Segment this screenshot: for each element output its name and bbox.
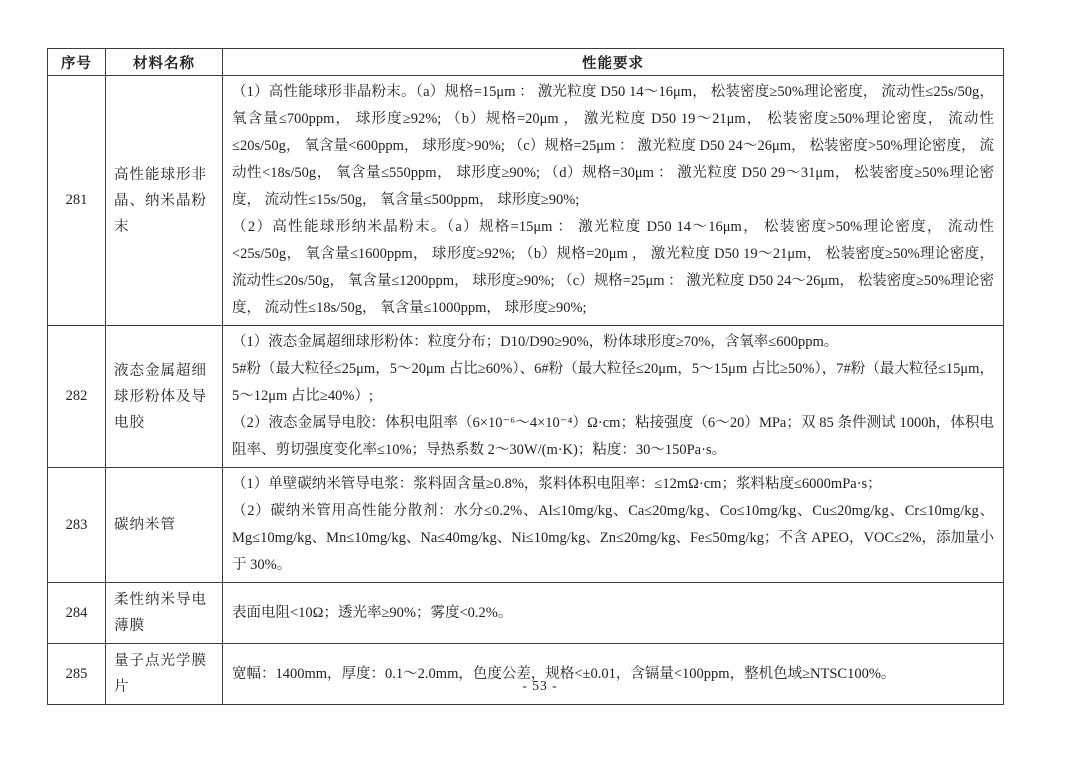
requirements-cell: [223, 644, 1004, 705]
table-row: [48, 583, 1004, 644]
requirement-paragraph: （2）高性能球形纳米晶粉末。（a）规格=15μm ： 激光粒度 D50 14～16μm， 松装密度>50%理论密度， 流动性<25s/50g， 氧含量≤1600ppm， 球形度≥92%; （b）规格=20μm ， 激光粒度 D50 19～21μm， 松装密度≥50%理论密度， 流动性≤20s/50g， 氧含量≤1200ppm， 球形度≥90%; （c）规格=25μm ： 激光粒度 D50 24～26μm， 松装密度≥50%理论密度， 流动性≤18s/50g， 氧含量≤1000ppm， 球形度≥90%;: [232, 219, 994, 316]
requirement-paragraph: （1）液态金属超细球形粉体：粒度分布；D10/D90≥90%，粉体球形度≥70%，含氧率≤600ppm。: [232, 334, 839, 350]
table-row: [48, 644, 1004, 705]
row-index: 283: [48, 468, 106, 583]
row-index: 285: [48, 644, 106, 705]
materials-spec-table: [47, 48, 1004, 705]
requirement-paragraph: 5#粉（最大粒径≤25μm，5～20μm 占比≥60%）、6#粉（最大粒径≤20μm，5～15μm 占比≥50%），7#粉（最大粒径≤15μm，5～12μm 占比≥40%）;: [232, 361, 994, 404]
material-name: 量子点光学膜片: [106, 644, 223, 705]
material-name: 液态金属超细球形粉体及导电胶: [106, 326, 223, 468]
table-row: [48, 468, 1004, 583]
page-number: - 53 -: [522, 678, 558, 693]
requirement-paragraph: （1）高性能球形非晶粉末。（a）规格=15μm ： 激光粒度 D50 14～16μm， 松装密度≥50%理论密度， 流动性≤25s/50g， 氧含量≤700ppm， 球形度≥92%; （b）规格=20μm ， 激光粒度 D50 19～21μm， 松装密度≥50%理论密度， 流动性≤20s/50g， 氧含量<600ppm， 球形度>90%; （c）规格=25μm ： 激光粒度 D50 24～26μm， 松装密度>50%理论密度， 流动性<18s/50g， 氧含量≤550ppm， 球形度≥90%; （d）规格=30μm ： 激光粒度 D50 29～31μm， 松装密度≥50%理论密度， 流动性≤15s/50g， 氧含量≤500ppm， 球形度≥90%;: [232, 84, 994, 208]
requirement-paragraph: （2）液态金属导电胶：体积电阻率（6×10⁻⁶～4×10⁻⁴）Ω·cm；粘接强度（6～20）MPa；双 85 条件测试 1000h，体积电阻率、剪切强度变化率≤10%；导热系数 2～30W/(m·K)；粘度：30～150Pa·s。: [232, 415, 994, 458]
col-header-material: 材料名称: [106, 49, 223, 76]
requirement-paragraph: （1）单壁碳纳米管导电浆：浆料固含量≥0.8%，浆料体积电阻率：≤12mΩ·cm；浆料粘度≤6000mPa·s；: [232, 476, 882, 492]
col-header-requirements: 性能要求: [223, 49, 1004, 76]
material-name: 碳纳米管: [106, 468, 223, 583]
material-name: 高性能球形非晶、纳米晶粉末: [106, 76, 223, 326]
row-index: 282: [48, 326, 106, 468]
table-row: [48, 326, 1004, 468]
row-index: 281: [48, 76, 106, 326]
material-name: 柔性纳米导电薄膜: [106, 583, 223, 644]
table-header-row: [48, 49, 1004, 76]
table-row: [48, 76, 1004, 326]
col-header-index: 序号: [48, 49, 106, 76]
requirements-cell: [223, 468, 1004, 583]
requirements-cell: [223, 583, 1004, 644]
requirement-paragraph: （2）碳纳米管用高性能分散剂：水分≤0.2%、Al≤10mg/kg、Ca≤20mg/kg、Co≤10mg/kg、Cu≤20mg/kg、Cr≤10mg/kg、Mg≤10mg/kg、Mn≤10mg/kg、Na≤40mg/kg、Ni≤10mg/kg、Zn≤20mg/kg、Fe≤50mg/kg；不含 APEO，VOC≤2%，添加量小于 30%。: [232, 503, 994, 573]
requirements-cell: [223, 326, 1004, 468]
requirement-paragraph: 表面电阻<10Ω；透光率≥90%；雾度<0.2%。: [232, 604, 513, 621]
row-index: 284: [48, 583, 106, 644]
requirements-cell: [223, 76, 1004, 326]
requirement-paragraph: 宽幅：1400mm，厚度：0.1～2.0mm，色度公差，规格<±0.01，含镉量<100ppm，整机色域≥NTSC100%。: [232, 665, 896, 682]
